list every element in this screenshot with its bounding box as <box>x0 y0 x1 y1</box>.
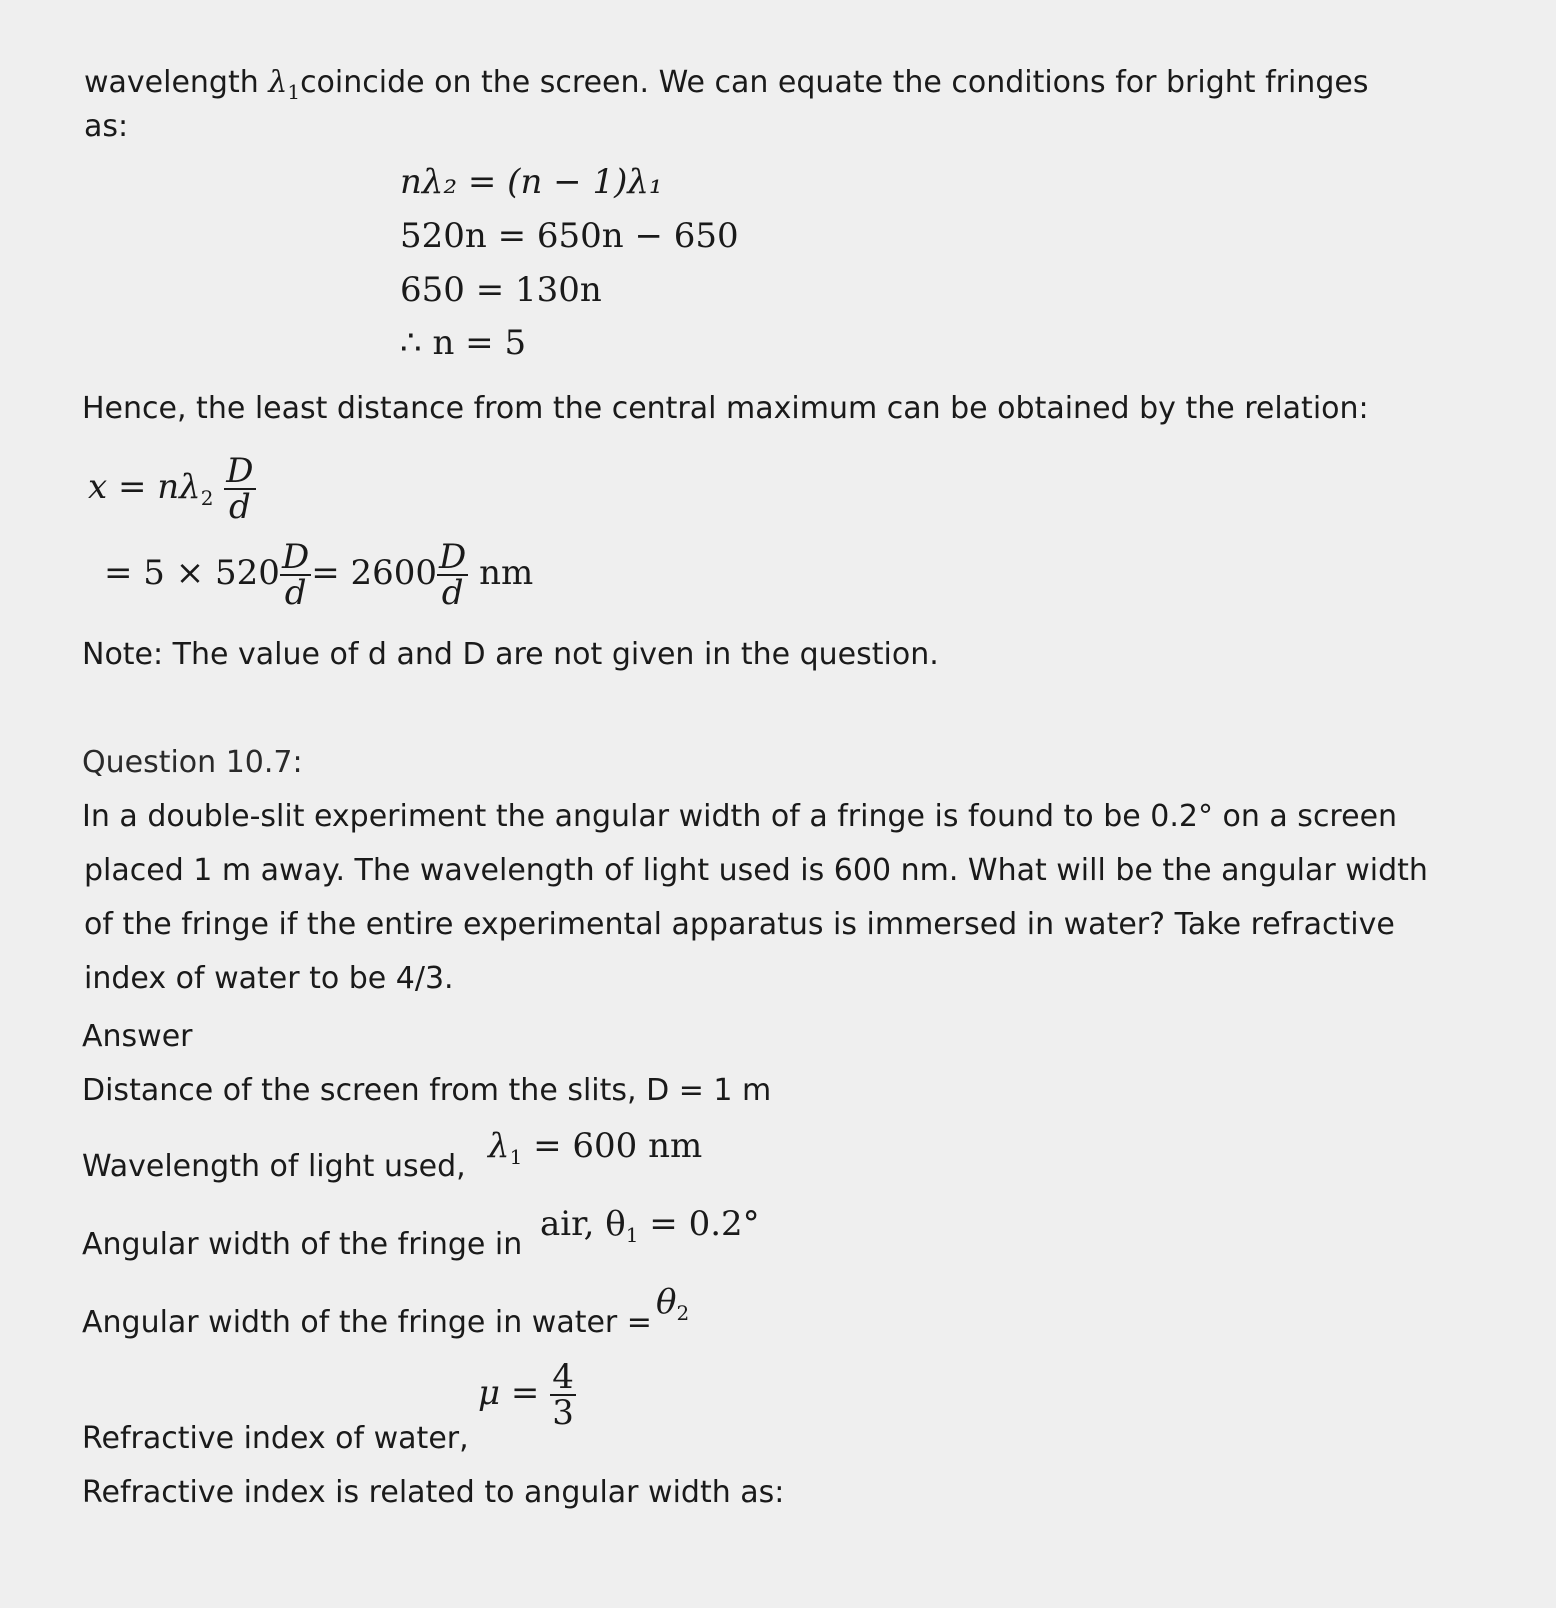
x-result-unit: nm <box>479 553 534 593</box>
equation-2: 520n = 650n − 650 <box>400 216 739 256</box>
intro-line-2: as: <box>84 109 129 144</box>
wavelength-equation: $\lambda_1 = 600$ nm <box>488 1126 703 1169</box>
question-line-1: In a double-slit experiment the angular width of a fringe is found to be 0.2° on a screen <box>82 799 1398 834</box>
wavelength-label: Wavelength of light used, <box>82 1149 466 1184</box>
question-line-2: placed 1 m away. The wavelength of light used is 600 nm. What will be the angular width <box>84 853 1428 888</box>
question-line-4: index of water to be 4/3. <box>84 961 454 996</box>
x-result-fraction-1: $\frac{D}{d}$ <box>281 537 310 613</box>
relation-text: Refractive index is related to angular width as: <box>82 1475 785 1510</box>
mu-equation: μ = $\frac{4}{3}$ <box>478 1357 574 1433</box>
answer-label: Answer <box>82 1019 193 1054</box>
x-equation-fraction: $\frac{D}{d}$ <box>226 451 254 527</box>
equation-1: nλ₂ = (n − 1)λ₁ <box>400 162 663 202</box>
intro-line-1 <box>84 64 1368 111</box>
note-text: Note: The value of d and D are not given in the question. <box>82 637 939 672</box>
air-equation: air, $\theta_1 = 0.2^\circ$ <box>540 1204 760 1247</box>
air-label: Angular width of the fringe in <box>82 1227 523 1262</box>
x-result-middle: = 2600 <box>311 553 438 593</box>
mu-fraction: $\frac{4}{3}$ <box>552 1357 574 1433</box>
equation-4: ∴ n = 5 <box>400 323 527 363</box>
intro-suffix: coincide on the screen. We can equate the conditions for bright fringes <box>300 65 1369 100</box>
equation-3: 650 = 130n <box>400 270 602 310</box>
question-line-3: of the fringe if the entire experimental apparatus is immersed in water? Take refractive <box>84 907 1395 942</box>
x-result-fraction-2: $\frac{D}{d}$ <box>439 537 467 613</box>
x-result <box>104 537 534 613</box>
lambda1-symbol: $\lambda_1$ <box>268 65 301 104</box>
x-equation-lhs: x = nλ <box>88 467 201 507</box>
refractive-index-label: Refractive index of water, <box>82 1421 469 1456</box>
intro-prefix: wavelength <box>84 65 259 100</box>
hence-text: Hence, the least distance from the central maximum can be obtained by the relation: <box>82 391 1369 426</box>
question-number: Question 10.7: <box>82 745 303 780</box>
water-symbol: $\theta_2$ <box>656 1282 690 1325</box>
x-equation <box>88 451 256 527</box>
distance-text: Distance of the screen from the slits, D = 1 m <box>82 1073 772 1108</box>
x-result-prefix: = 5 × 520 <box>104 553 280 593</box>
water-label: Angular width of the fringe in water = <box>82 1305 652 1340</box>
x-equation-sub: 2 <box>200 486 214 510</box>
